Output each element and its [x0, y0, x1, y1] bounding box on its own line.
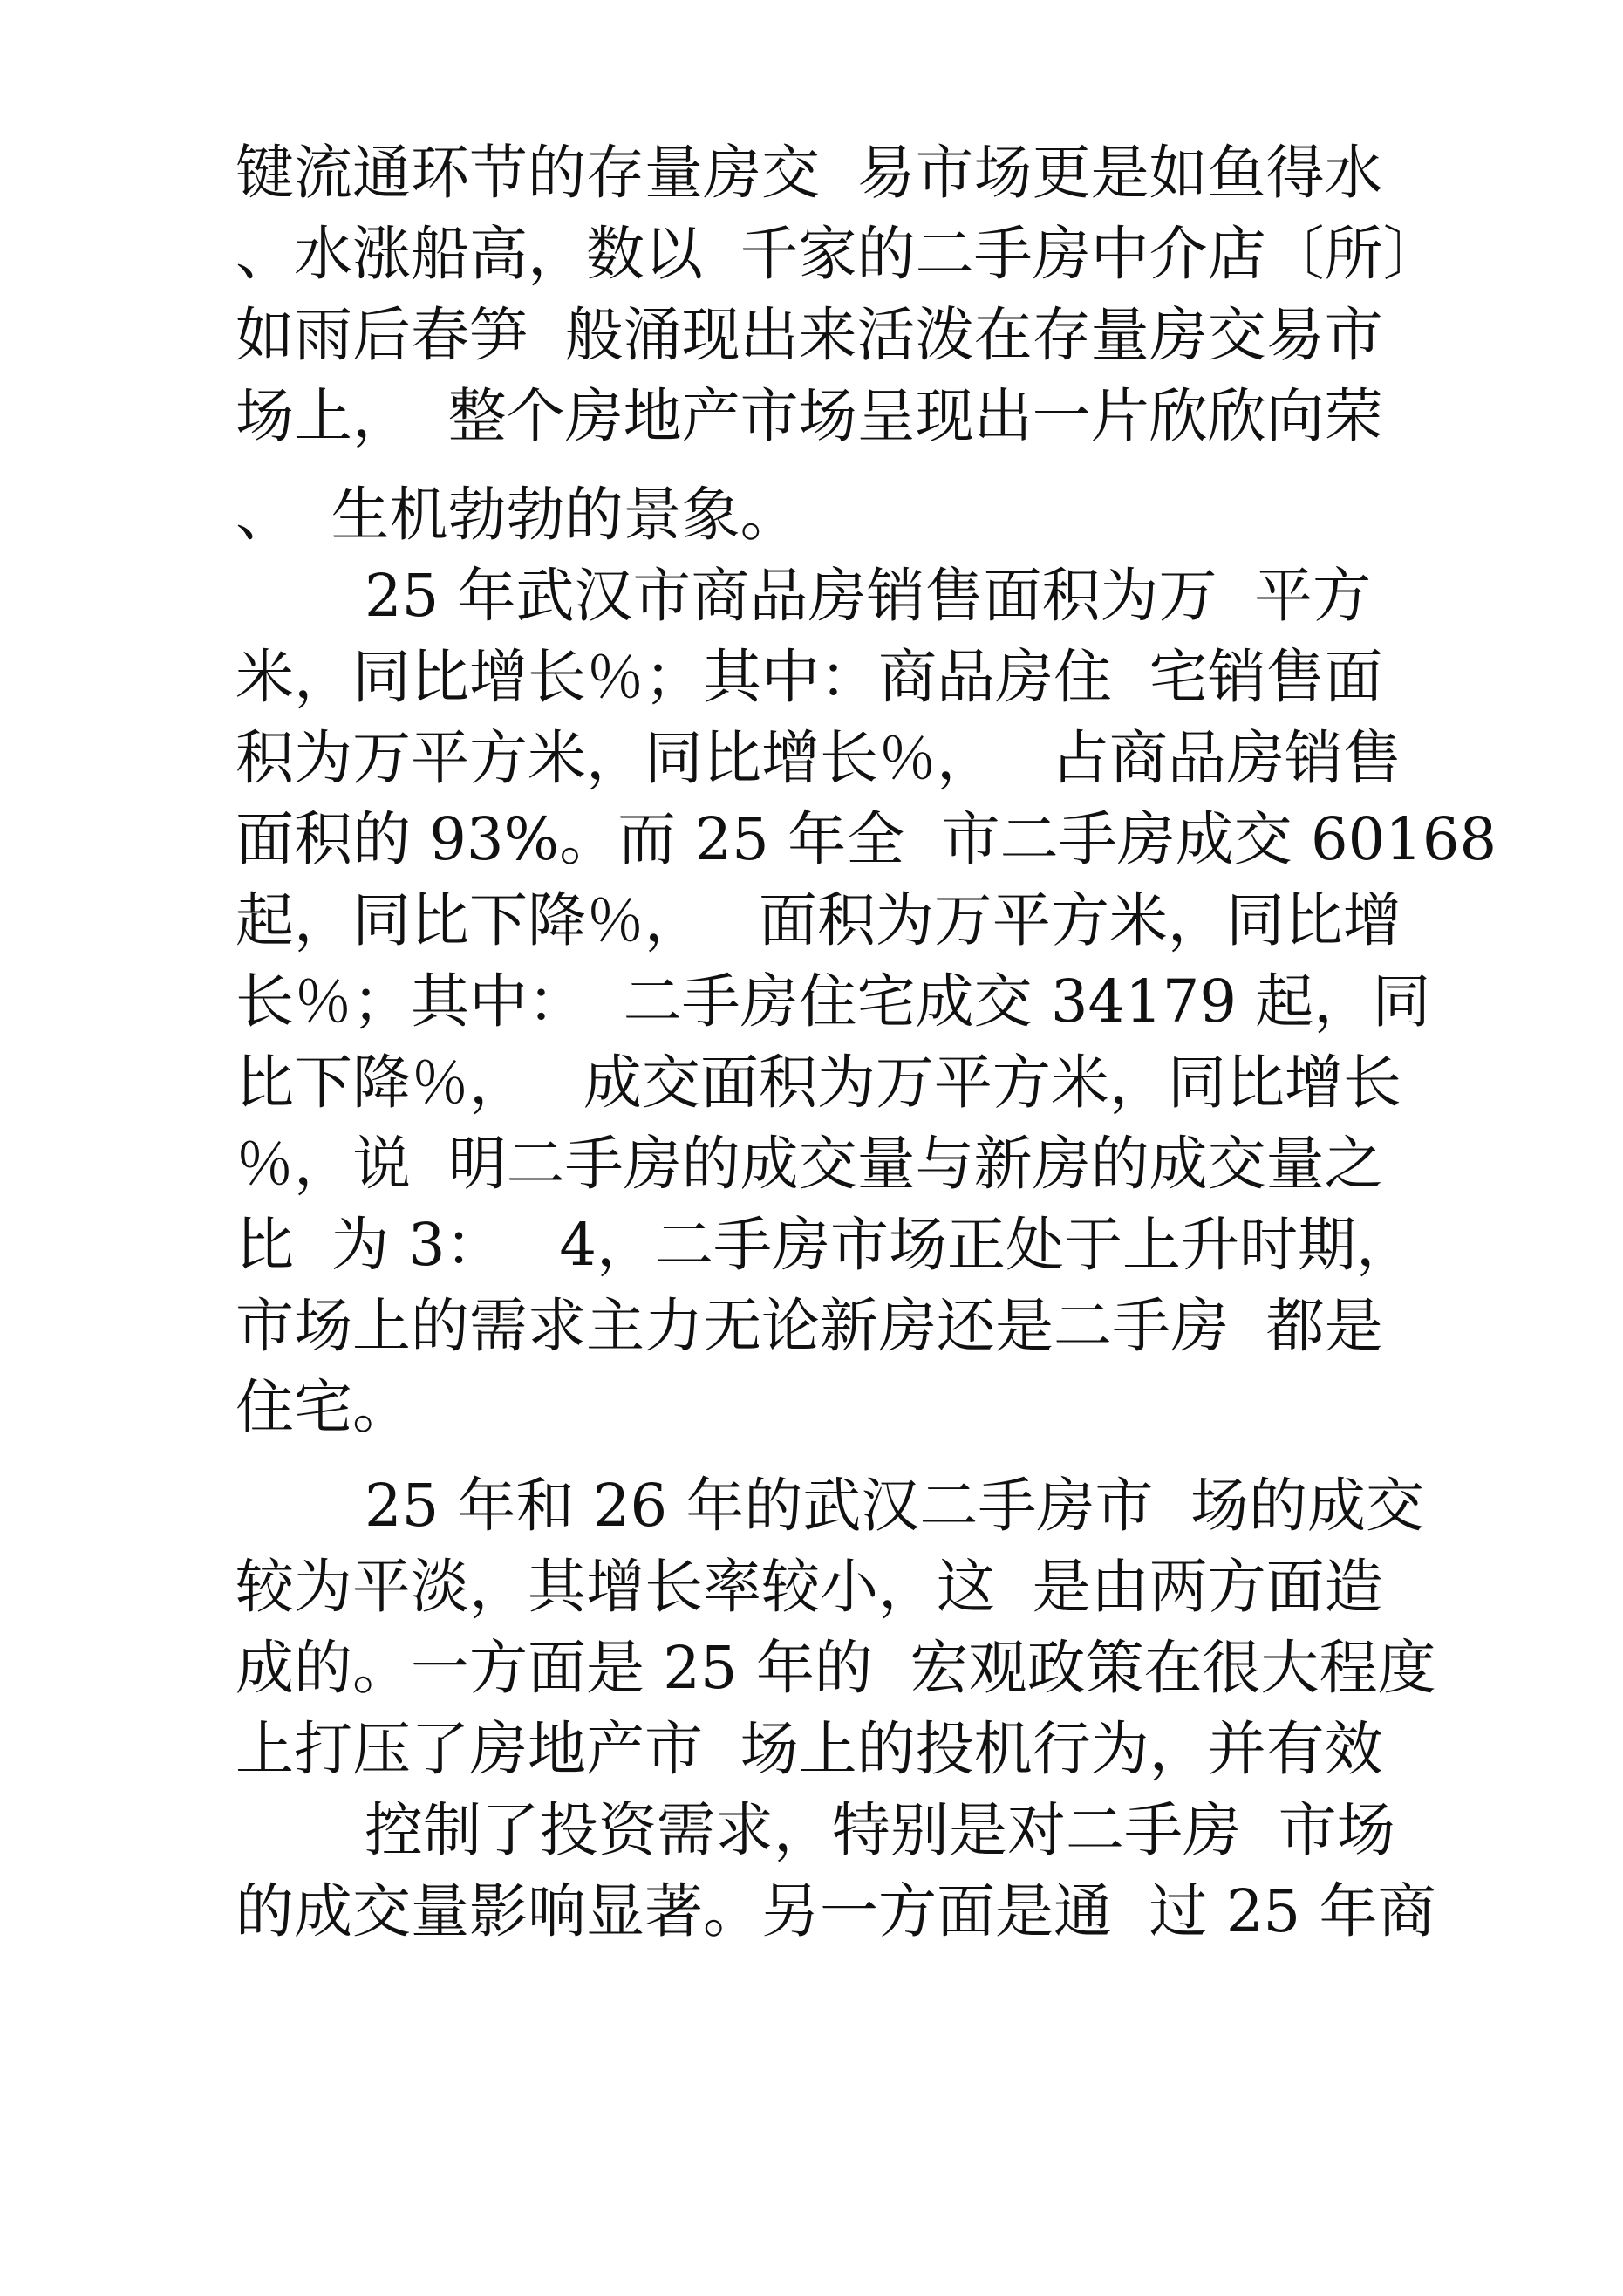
text-line-16: 住宅。 — [235, 1373, 411, 1441]
text-line-22: 的成交量影响显著。另一方面是通 过 25 年商 — [235, 1877, 1436, 1945]
text-line-3: 如雨后春笋 般涌现出来活泼在存量房交易市 — [235, 301, 1383, 369]
text-line-19: 成的。一方面是 25 年的 宏观政策在很大程度 — [235, 1634, 1436, 1702]
text-line-1: 键流通环节的存量房交 易市场更是如鱼得水 — [235, 139, 1383, 207]
text-line-13: ％，说 明二手房的成交量与新房的成交量之 — [235, 1130, 1383, 1198]
text-line-4: 场上， 整个房地产市场呈现出一片欣欣向荣 — [235, 382, 1383, 450]
text-line-9: 面积的 93%。而 25 年全 市二手房成交 60168 — [235, 805, 1497, 873]
paragraph-3-first-line: 25 年和 26 年的武汉二手房市 场的成交 — [365, 1472, 1424, 1540]
text-line-11: 长％；其中： 二手房住宅成交 34179 起，同 — [235, 967, 1431, 1035]
text-line-20: 上打压了房地产市 场上的投机行为，并有效 — [235, 1715, 1383, 1783]
text-line-5: 、 生机勃勃的景象。 — [235, 481, 799, 549]
text-line-7: 米，同比增长％；其中：商品房住 宅销售面 — [235, 643, 1383, 711]
text-line-12: 比下降％， 成交面积为万平方米，同比增长 — [235, 1049, 1401, 1117]
text-line-14: 比 为 3： 4，二手房市场正处于上升时期， — [235, 1211, 1415, 1279]
text-line-2: 、水涨船高，数以 千家的二手房中介店〔所〕 — [235, 220, 1442, 288]
paragraph-4-first-line: 控制了投资需求，特别是对二手房 市场 — [365, 1796, 1395, 1864]
text-line-18: 较为平淡，其增长率较小，这 是由两方面造 — [235, 1553, 1383, 1621]
text-line-8: 积为万平方米，同比增长％， 占商品房销售 — [235, 724, 1401, 792]
text-line-15: 市场上的需求主力无论新房还是二手房 都是 — [235, 1292, 1383, 1360]
paragraph-2-first-line: 25 年武汉市商品房销售面积为万 平方 — [365, 562, 1372, 630]
text-line-10: 起，同比下降％， 面积为万平方米，同比增 — [235, 886, 1401, 954]
